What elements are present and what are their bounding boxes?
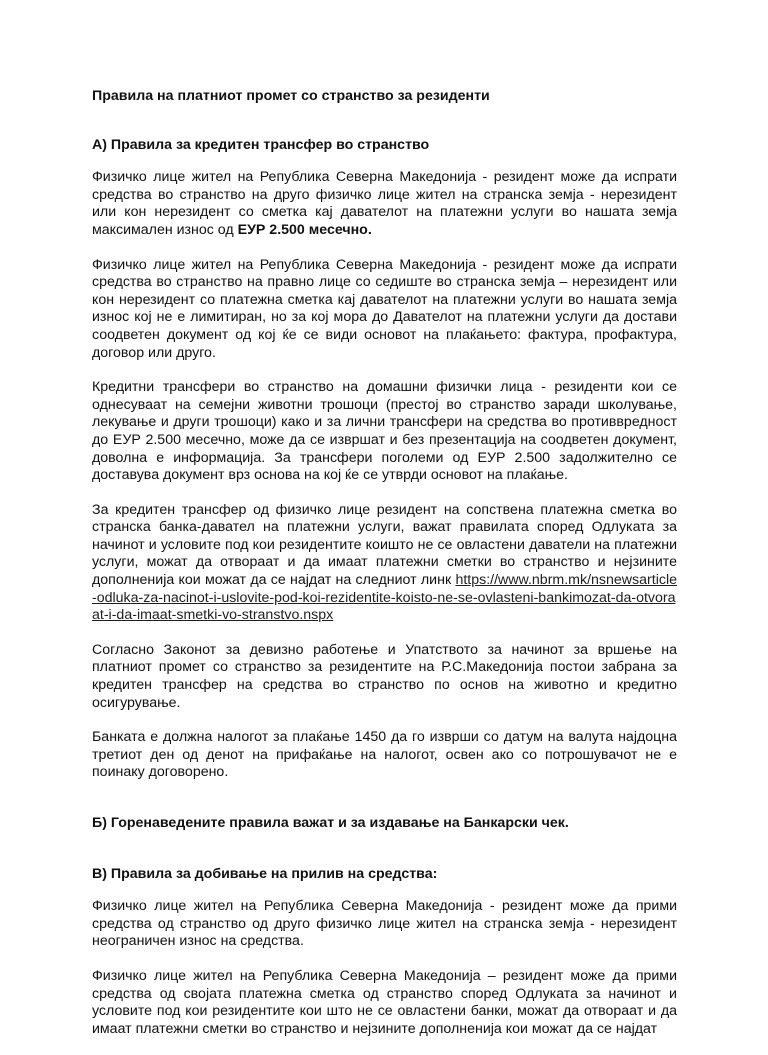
section-a-paragraph-4-text: За кредитен трансфер од физичко лице резидент на сопствена платежна сметка во странска банка-давател на платежни услуги, важат правилата според Одлуката за начинот и условите под кои резидентите коишто не се овластени даватели на платежни услуги, можат да отвораат и да имаат платежни сметки во странство и нејзините дополненија кои можат да се најдат на следниот линк bbox=[92, 501, 677, 589]
monthly-limit-text: ЕУР 2.500 месечно. bbox=[237, 221, 372, 238]
document-page bbox=[92, 88, 677, 1055]
nbrm-decision-link[interactable]: https://www.nbrm.mk/nsnewsarticle-odluka-za-nacinot-i-uslovite-pod-koi-rezidentite-koisto-ne-se-ovlasteni-bankimozat-da-otvoraat-i-da-imaat-smetki-vo-stranstvo.nspx bbox=[92, 572, 677, 624]
section-a-heading: А) Правила за кредитен трансфер во странство bbox=[92, 136, 430, 153]
section-c-paragraph-2: Физичко лице жител на Република Северна Македонија – резидент може да прими средства од својата платежна сметка од странство според Одлуката за начинот и условите под кои резидентите кои што не се овластени банки, можат да отвораат и да имаат платежни сметки во странство и нејзините дополненија кои можат да се најдат bbox=[92, 967, 677, 1037]
section-a-paragraph-6: Банката е должна налогот за плаќање 1450 да го изврши со датум на валута најдоцна третиот ден од денот на прифаќање на налогот, освен ако со потрошувачот не е поинаку договорено. bbox=[92, 729, 677, 781]
section-a-paragraph-1 bbox=[92, 169, 677, 239]
page-title: Правила на платниот промет со странство за резиденти bbox=[92, 88, 490, 104]
section-a-paragraph-2: Физичко лице жител на Република Северна Македонија - резидент може да испрати средства во странство на правно лице со седиште во странска земја – нерезидент или кон нерезидент со платежна сметка кај давателот на платежни услуги во нашата земја износ кој не е лимитиран, но за кој мора до Давателот на платежни услуги да достави соодветен документ од кој ќе се види основот на плаќањето: фактура, профактура, договор или друго. bbox=[92, 256, 677, 361]
section-b-heading: Б) Горенаведените правила важат и за издавање на Банкарски чек. bbox=[92, 815, 569, 831]
section-c-heading: В) Правила за добивање на прилив на средства: bbox=[92, 865, 438, 882]
section-a-paragraph-1-text: Физичко лице жител на Република Северна Македонија - резидент може да испрати средства во странство на друго физичко лице жител на странска земја - нерезидент или кон нерезидент со сметка кај давателот на платежни услуги во нашата земја максимален износ од bbox=[92, 169, 677, 238]
section-a-paragraph-3: Кредитни трансфери во странство на домашни физички лица - резиденти кои се однесуваат на семејни животни трошоци (престој во странство заради школување, лекување и други трошоци) како и за лични трансфери на средства во противвредност до ЕУР 2.500 месечно, може да се извршат и без презентација на соодветен документ, доволна е информација. За трансфери поголеми од ЕУР 2.500 задолжително се доставува документ врз основа на кој ќе се утврди основот на плаќање. bbox=[92, 379, 677, 484]
section-c-paragraph-1: Физичко лице жител на Република Северна Македонија - резидент може да прими средства од странство од друго физичко лице жител на странска земја - нерезидент неограничен износ на средства. bbox=[92, 898, 677, 950]
section-a-paragraph-4 bbox=[92, 502, 677, 625]
section-a-paragraph-5: Согласно Законот за девизно работење и Упатството за начинот за вршење на платниот промет со странство за резидентите на Р.С.Македонија постои забрана за кредитен трансфер на средства во странство по основ на животно и кредитно осигурување. bbox=[92, 641, 677, 711]
